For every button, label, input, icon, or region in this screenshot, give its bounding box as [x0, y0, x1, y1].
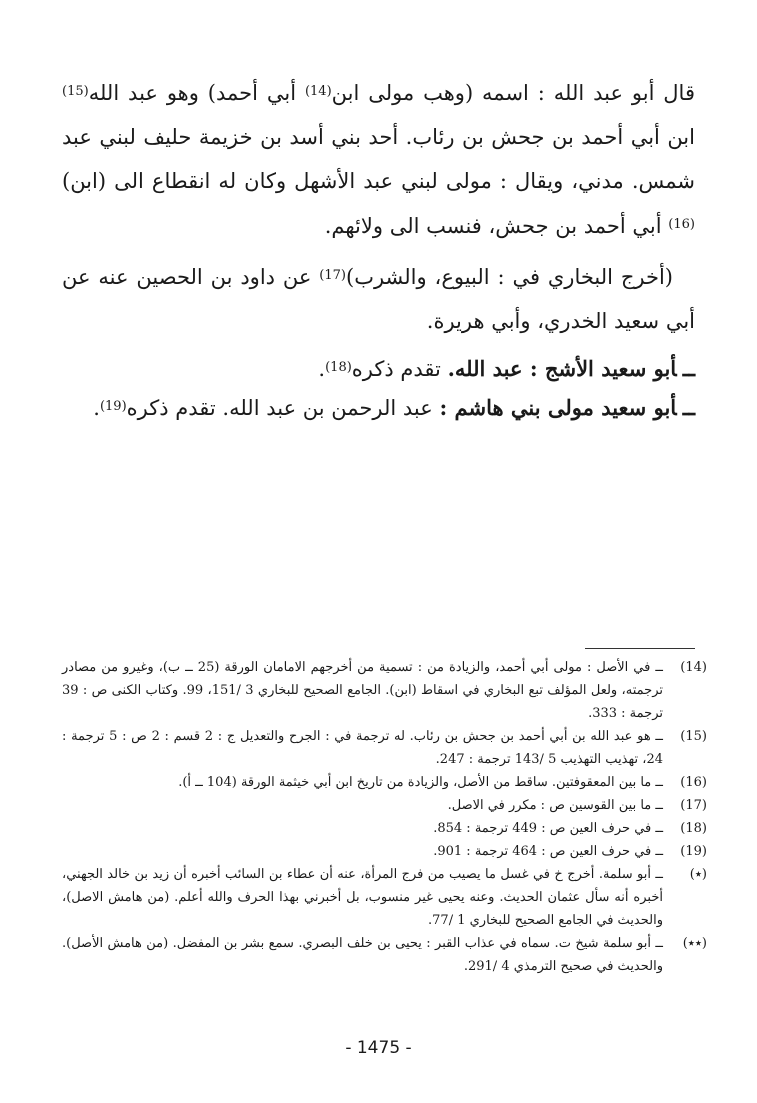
text-segment: عن داود بن الحصين عنه عن أبي سعيد الخدري، وأبي هريرة.: [62, 265, 695, 333]
footnote-number: (17): [680, 798, 707, 813]
entry-dash: ــ: [682, 395, 695, 420]
entry-heading-abu-said-mawla: [62, 388, 695, 427]
page-number: - 1475 -: [345, 1038, 412, 1058]
footnote-ref-18: (18): [325, 360, 352, 375]
text-segment: .: [318, 357, 326, 381]
footnote-text: ــ هو عبد الله بن أبي أحمد بن جحش بن رئاب. له ترجمة في : الجرح والتعديل ج : 2 قسم : 2 ص : 5 ترجمة : 24، تهذيب التهذيب 5 /143 ترجمة : 247.: [62, 729, 663, 767]
footnote-ref-19: (19): [99, 399, 127, 414]
footnote-divider: [585, 648, 695, 649]
text-segment: عبد الرحمن بن عبد الله. تقدم ذكره: [126, 396, 440, 420]
footnote-ref-17: (17): [319, 268, 346, 283]
main-text: [62, 70, 695, 427]
footnote: [62, 725, 709, 771]
footnote-ref-15: (15): [62, 84, 89, 99]
text-segment: أبي أحمد) وهو عبد الله: [88, 81, 305, 105]
footnote: [62, 794, 709, 817]
text-segment: تقدم ذكره: [351, 357, 448, 381]
text-segment: أبي أحمد بن جحش، فنسب الى ولائهم.: [324, 214, 669, 238]
text-segment: .: [93, 396, 100, 420]
footnote: [62, 817, 709, 840]
footnote-number: (19): [680, 844, 707, 859]
text-segment: قال أبو عبد الله : اسمه (وهب مولى ابن: [331, 81, 695, 105]
footnote-number: (14): [680, 660, 707, 675]
entry-name: أبو سعيد الأشج : عبد الله.: [447, 356, 677, 381]
footnote-text: ــ أبو سلمة. أخرج خ في غسل ما يصيب من فرج المرأة، عنه أن عطاء بن السائب أخبره أن زيد بن خالد الجهني، أخبره أنه سأل عثمان الحديث. وعنه يحيى غير منسوب، بل أخبرني بهذا الحرف والله أعلم. (من هامش الاصل)، والحديث في الجامع الصحيح للبخاري 1 /77.: [62, 867, 663, 928]
entry-dash: ــ: [682, 356, 695, 381]
footnote-text: ــ ما بين القوسين ص : مكرر في الاصل.: [447, 798, 663, 813]
footnote-number: (15): [680, 729, 707, 744]
footnote-ref-14: (14): [304, 84, 332, 99]
footnote: [62, 771, 709, 794]
footnote-text: ــ أبو سلمة شيخ ت. سماه في عذاب القبر : يحيى بن خلف البصري. سمع بشر بن المفضل. (من هامش الأصل). والحديث في صحيح الترمذي 4 /291.: [62, 936, 663, 974]
footnote-text: ــ ما بين المعقوفتين. ساقط من الأصل، والزيادة من تاريخ ابن أبي خيثمة الورقة (104 ــ أ).: [178, 775, 663, 790]
footnote-text: ــ في حرف العين ص : 449 ترجمة : 854.: [433, 821, 663, 836]
footnote-number: (16): [680, 775, 707, 790]
text-segment: (أخرج البخاري في : البيوع، والشرب): [346, 265, 674, 289]
entry-heading-abu-said-ashaj: [62, 349, 695, 388]
footnote-ref-16: (16): [668, 217, 695, 232]
entry-name: أبو سعيد مولى بني هاشم :: [439, 395, 677, 420]
footnotes: [62, 656, 709, 978]
footnote: [62, 840, 709, 863]
footnote-number: (٭): [689, 867, 707, 882]
footnote-text: ــ في الأصل : مولى أبي أحمد، والزيادة من : تسمية من أخرجهم الامامان الورقة (25 ــ ب)، وغيرو من مصادر ترجمته، ولعل المؤلف تبع البخاري في اسقاط (ابن). الجامع الصحيح للبخاري 3 /151، 99. وكتاب الكنى ص : 39 ترجمة : 333.: [62, 660, 663, 721]
paragraph-sources: [62, 254, 695, 343]
text-segment: ابن أبي أحمد بن جحش بن رئاب. أحد بني أسد بن خزيمة حليف لبني عبد شمس. مدني، ويقال : مولى لبني عبد الأشهل وكان له انقطاع الى (ابن): [62, 125, 695, 193]
paragraph-biography: [62, 70, 695, 248]
footnote-text: ــ في حرف العين ص : 464 ترجمة : 901.: [433, 844, 663, 859]
footnote: [62, 656, 709, 725]
footnote: [62, 932, 709, 978]
footnote: [62, 863, 709, 932]
footnote-number: (٭٭): [682, 936, 707, 951]
footnote-number: (18): [680, 821, 707, 836]
